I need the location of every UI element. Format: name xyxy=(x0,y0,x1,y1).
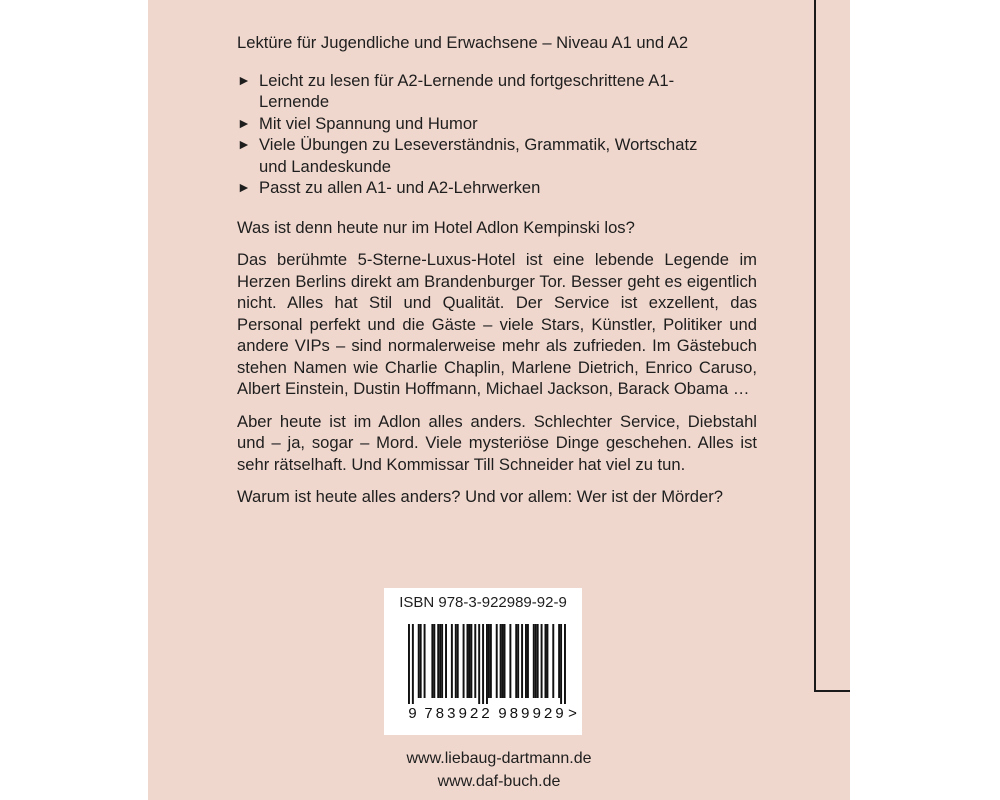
barcode-bar xyxy=(451,624,453,698)
barcode-bar xyxy=(490,624,492,698)
barcode-bar xyxy=(457,624,459,698)
barcode-bar xyxy=(502,624,504,698)
barcode-bar xyxy=(470,624,472,698)
blurb-content xyxy=(237,32,757,519)
feature-item: ► Passt zu allen A1- und A2-Lehrwerken xyxy=(237,178,541,197)
subtitle: Lektüre für Jugendliche und Erwachsene – Niveau A1 und A2 xyxy=(237,33,689,52)
teaser-question: Was ist denn heute nur im Hotel Adlon Kempinski los? xyxy=(237,217,635,237)
barcode-bar xyxy=(482,624,484,704)
arrow-bullet-icon: ► xyxy=(237,71,251,88)
cover-edge-line xyxy=(814,0,816,692)
barcode-bar xyxy=(509,624,511,698)
barcode-bar xyxy=(541,624,543,698)
barcode-bar xyxy=(504,624,506,698)
barcode-bar xyxy=(488,624,490,698)
barcode-bar xyxy=(560,624,562,704)
barcode-bar xyxy=(535,624,537,698)
publisher-footer xyxy=(148,747,850,793)
barcode-bar xyxy=(408,624,410,704)
barcode-bar xyxy=(564,624,566,704)
barcode-digit-first: 9 xyxy=(408,706,418,723)
arrow-bullet-icon: ► xyxy=(237,136,251,152)
barcode-bar xyxy=(467,624,469,698)
barcode-bar xyxy=(558,624,560,698)
barcode-bar xyxy=(515,624,517,698)
barcode-bar xyxy=(537,624,539,698)
barcode-bar xyxy=(546,624,548,698)
barcode-bar xyxy=(433,624,435,698)
feature-item: ► Leicht zu lesen für A2-Lernende und fortgeschrittene A1- Lernende xyxy=(237,70,675,111)
publisher-url-2[interactable]: www.daf-buch.de xyxy=(437,773,561,790)
barcode-bar xyxy=(500,624,502,698)
isbn-label: ISBN 978-3-922989-92-9 xyxy=(399,594,567,611)
barcode-bar xyxy=(445,624,447,698)
barcode-bar xyxy=(533,624,535,698)
barcode-icon xyxy=(392,618,576,726)
barcode-bar xyxy=(439,624,441,698)
feature-item: ► Viele Übungen zu Leseverständnis, Grammatik, Wortschatz und Landeskunde xyxy=(237,135,698,176)
barcode-bar xyxy=(517,624,519,698)
barcode-bar xyxy=(552,624,554,698)
barcode-bar xyxy=(527,624,529,698)
barcode-bar xyxy=(431,624,433,698)
arrow-bullet-icon: ► xyxy=(237,114,251,131)
barcode-bar xyxy=(468,624,470,698)
barcode-bar xyxy=(437,624,439,698)
barcode-bar xyxy=(496,624,498,698)
publisher-url-1[interactable]: www.liebaug-dartmann.de xyxy=(406,750,592,767)
barcode-arrow: > xyxy=(568,706,578,723)
barcode-bar xyxy=(455,624,457,698)
barcode-bar xyxy=(521,624,523,698)
feature-item: ► Mit viel Spannung und Humor xyxy=(237,113,478,133)
barcode-bar xyxy=(420,624,422,698)
barcode-bar xyxy=(441,624,443,698)
arrow-bullet-icon: ► xyxy=(237,179,251,195)
barcode-bar xyxy=(418,624,420,698)
closing-question: Warum ist heute alles anders? Und vor allem: Wer ist der Mörder? xyxy=(237,487,724,506)
barcode-digits-right: 989929 xyxy=(498,706,564,723)
feature-list xyxy=(237,70,757,199)
barcode-bar xyxy=(463,624,465,698)
isbn-barcode xyxy=(384,588,582,735)
barcode-bar xyxy=(424,624,426,698)
barcode-digits-left: 783922 xyxy=(424,706,490,723)
description-paragraph: Das berühmte 5-Sterne-Luxus-Hotel ist eine lebende Legende im Herzen Berlins direkt am Brandenburger Tor. Besser geht es eigentlich nicht. Alles hat Stil und Qualität. Der Service ist exzellent, das Personal perfekt und die Gäste – viele Stars, Künstler, Politiker und andere VIPs – sind normalerweise mehr als zufrieden. Im Gästebuch stehen Namen wie Charlie Chaplin, Marlene Dietrich, Enrico Caruso, Albert Einstein, Dustin Hoffmann, Michael Jackson, Barack Obama … xyxy=(237,250,757,398)
barcode-bar xyxy=(525,624,527,698)
barcode-bar xyxy=(545,624,547,698)
barcode-bar xyxy=(486,624,488,704)
barcode-bar xyxy=(474,624,476,698)
cover-edge-line-bottom xyxy=(814,690,850,692)
plot-paragraph: Aber heute ist im Adlon alles anders. Schlechter Service, Diebstahl und – ja, sogar – Mord. Viele mysteriöse Dinge geschehen. Alles ist sehr rätselhaft. Und Kommissar Till Schneider hat viel zu tun. xyxy=(237,411,757,474)
barcode-bar xyxy=(412,624,414,704)
barcode-bar xyxy=(478,624,480,704)
